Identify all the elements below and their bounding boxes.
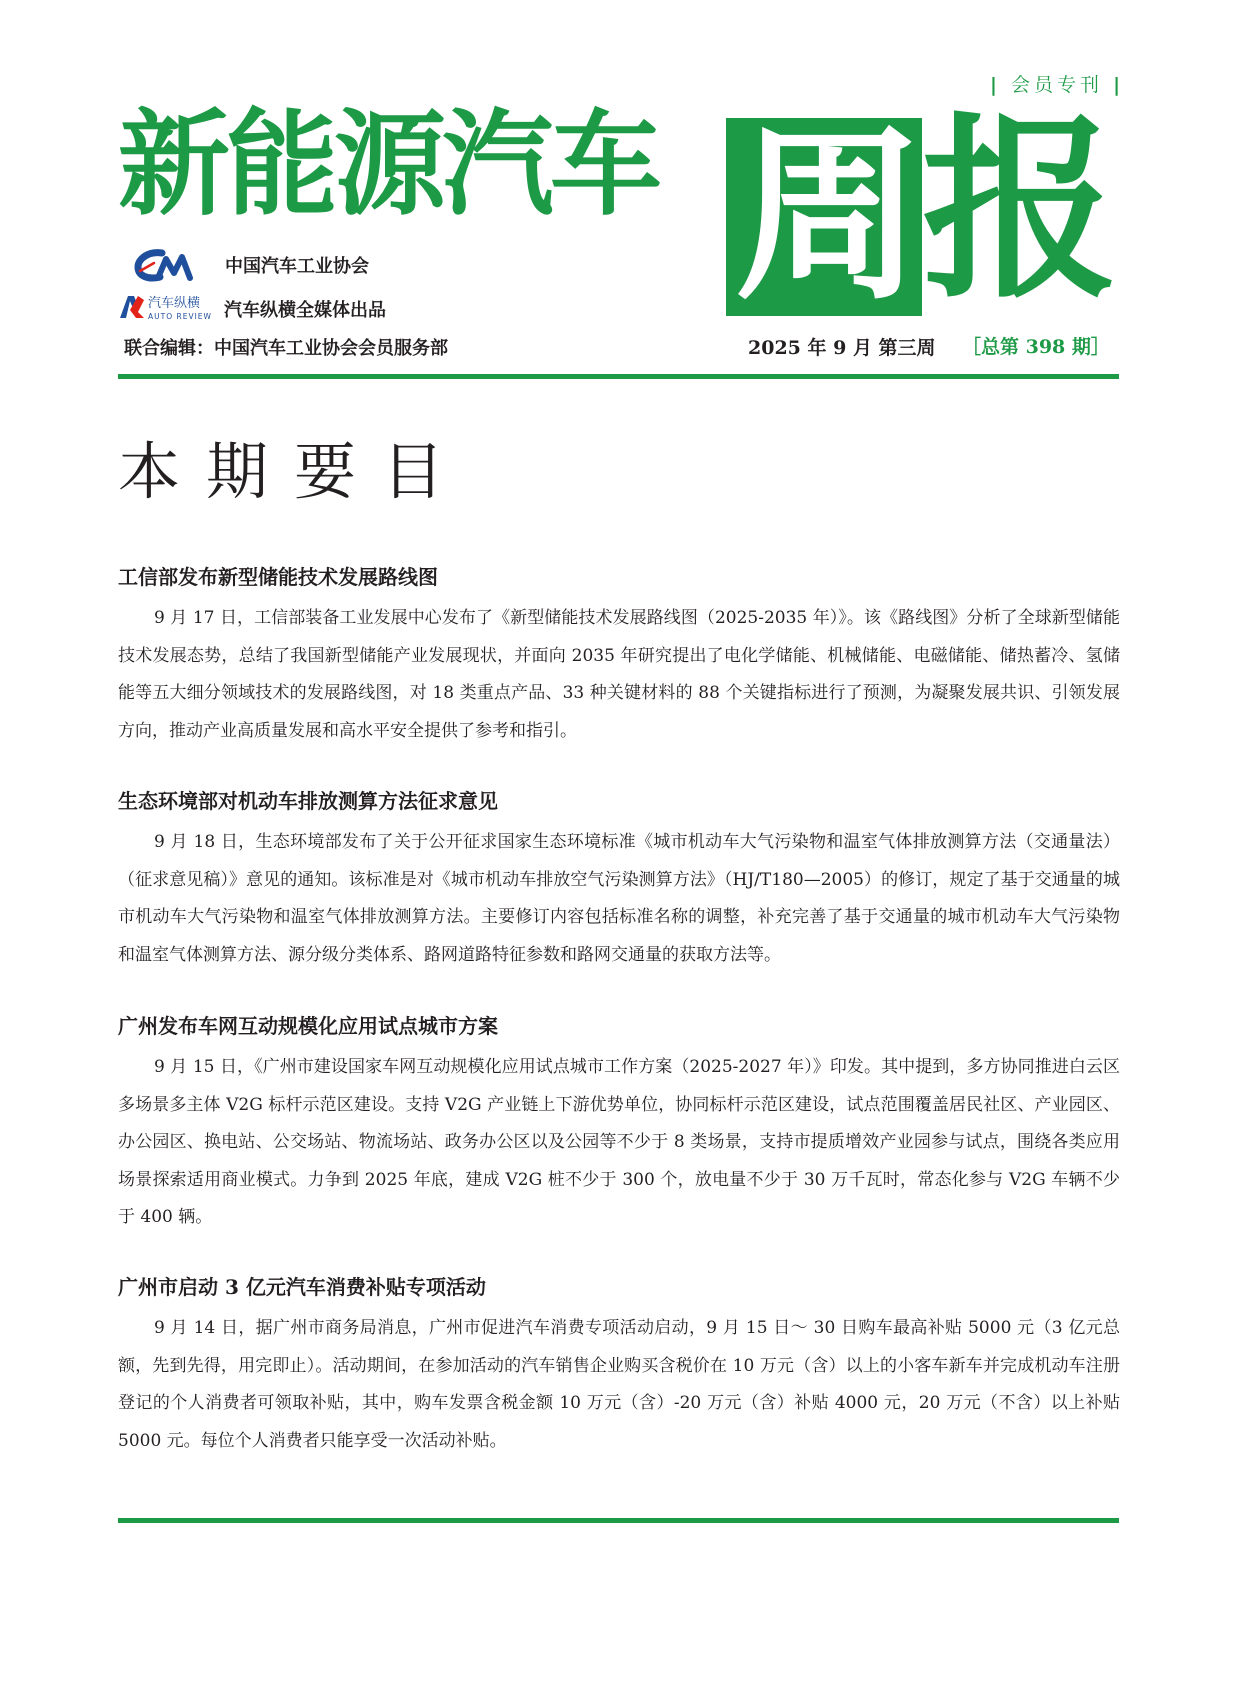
article-title: 工信部发布新型储能技术发展路线图 <box>118 565 438 589</box>
masthead-weekly-char-1: 周 <box>735 105 923 326</box>
masthead-weekly-char-2: 报 <box>922 95 1119 325</box>
auto-review-logo-icon <box>118 292 216 324</box>
article-body: 9 月 17 日，工信部装备工业发展中心发布了《新型储能技术发展路线图（2025-2035 年）》。该《路线图》分析了全球新型储能技术发展态势，总结了我国新型储能产业发展现状，并面向 2035 年研究提出了电化学储能、机械储能、电磁储能、储热蓄冷、氢储能等五大细分领域技术的发展路线图，对 18 类重点产品、33 种关键材料的 88 个关键指标进行了预测，为凝聚发展共识、引领发展方向，推动产业高质量发展和高水平安全提供了参考和指引。 <box>118 608 1120 741</box>
article-body: 9 月 18 日，生态环境部发布了关于公开征求国家生态环境标准《城市机动车大气污染物和温室气体排放测算方法（交通量法）（征求意见稿）》意见的通知。该标准是对《城市机动车排放空气污染测算方法》（HJ/T180—2005）的修订，规定了基于交通量的城市机动车大气污染物和温室气体排放测算方法。主要修订内容包括标准名称的调整，补充完善了基于交通量的城市机动车大气污染物和温室气体测算方法、源分级分类体系、路网道路特征参数和路网交通量的获取方法等。 <box>118 832 1120 965</box>
org1-name: 中国汽车工业协会 <box>225 256 369 277</box>
member-tag-bar-right: | <box>1113 74 1125 96</box>
auto-review-logo-en: AUTO REVIEW <box>148 312 212 321</box>
article-body: 9 月 15 日，《广州市建设国家车网互动规模化应用试点城市工作方案（2025-2027 年）》印发。其中提到，多方协同推进白云区多场景多主体 V2G 标杆示范区建设。支持 V2G 产业链上下游优势单位，协同标杆示范区建设，试点范围覆盖居民社区、产业园区、办公园区、换电站、公交场站、物流场站、政务办公区以及公园等不少于 8 类场景，支持市提质增效产业园参与试点，围绕各类应用场景探索适用商业模式。力争到 2025 年底，建成 V2G 桩不少于 300 个，放电量不少于 30 万千瓦时，常态化参与 V2G 车辆不少于 400 辆。 <box>118 1057 1120 1227</box>
auto-review-logo-cn: 汽车纵横 <box>148 296 201 311</box>
member-tag-bar-left: | <box>990 74 1001 96</box>
footer-divider <box>118 1518 1119 1523</box>
article-body: 9 月 14 日，据广州市商务局消息，广州市促进汽车消费专项活动启动，9 月 15 日～ 30 日购车最高补贴 5000 元（3 亿元总额，先到先得，用完即止）。活动期间，在参加活动的汽车销售企业购买含税价在 10 万元（含）以上的小客车新车并完成机动车注册登记的个人消费者可领取补贴，其中，购车发票含税金额 10 万元（含）-20 万元（含）补贴 4000 元，20 万元（不含）以上补贴 5000 元。每位个人消费者只能享受一次活动补贴。 <box>118 1318 1120 1451</box>
masthead-title: 新能源汽车 <box>118 98 658 232</box>
issue-number: ［总第 398 期］ <box>962 336 1110 358</box>
article-title: 广州市启动 3 亿元汽车消费补贴专项活动 <box>118 1275 486 1299</box>
section-title: 本期要目 <box>118 435 471 508</box>
article <box>118 1272 1120 1460</box>
article <box>118 562 1120 750</box>
member-tag-label: 会员专刊 <box>1011 74 1104 96</box>
member-tag <box>990 70 1124 97</box>
article-title: 生态环境部对机动车排放测算方法征求意见 <box>118 789 498 813</box>
article-title: 广州发布车网互动规模化应用试点城市方案 <box>118 1014 498 1038</box>
header-divider <box>118 374 1119 379</box>
article <box>118 786 1120 974</box>
coeditor-line: 联合编辑：中国汽车工业协会会员服务部 <box>124 338 448 359</box>
caam-logo-icon <box>134 247 200 283</box>
article <box>118 1011 1120 1237</box>
org2-name: 汽车纵横全媒体出品 <box>224 300 386 321</box>
issue-date: 2025 年 9 月 第三周 <box>748 337 936 359</box>
